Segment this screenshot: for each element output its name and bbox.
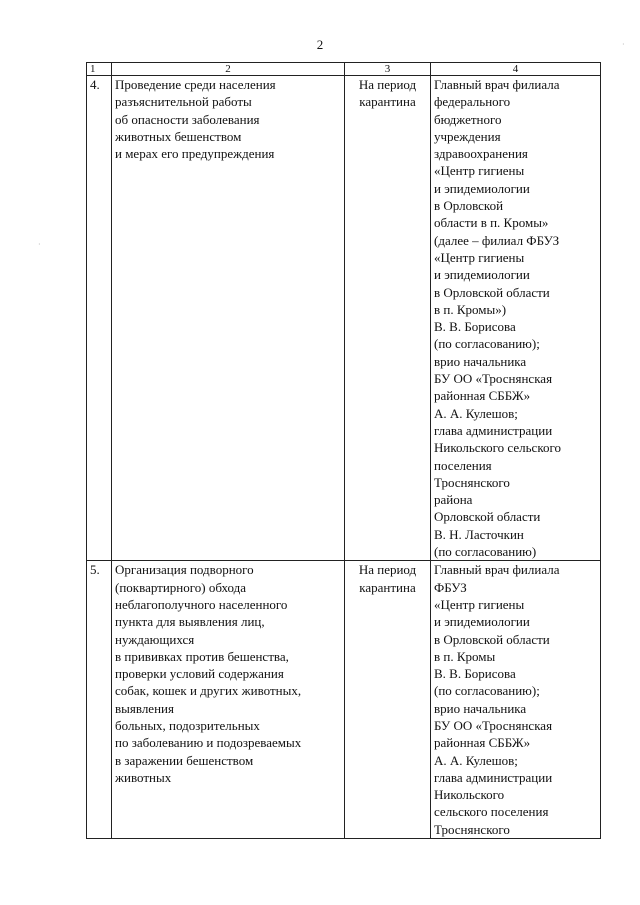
text-line: Троснянского: [434, 474, 510, 490]
text-line: БУ ОО «Троснянская: [434, 371, 553, 387]
measures-table: [86, 62, 601, 839]
text-line: и мерах его предупреждения: [115, 146, 275, 162]
period-cell: [345, 76, 431, 561]
text-line: района: [434, 492, 473, 508]
text-line: В. В. Борисова: [434, 666, 516, 682]
text-line: (по согласованию);: [434, 683, 540, 699]
text-line: (поквартирного) обхода: [115, 579, 246, 595]
text-line: ФБУЗ: [434, 579, 467, 595]
text-line: Никольского сельского: [434, 440, 561, 456]
scan-artifact: ·: [622, 40, 625, 49]
column-number-2: 2: [112, 63, 345, 76]
scan-artifact: ·: [38, 240, 41, 249]
column-number-3: 3: [345, 63, 431, 76]
text-line: На период: [358, 562, 417, 578]
text-line: Главный врач филиала: [434, 77, 560, 92]
page-number: 2: [316, 37, 324, 52]
text-line: и эпидемиологии: [434, 267, 530, 283]
text-line: пункта для выявления лиц,: [115, 614, 265, 630]
text-line: в Орловской области: [434, 284, 550, 300]
text-line: области в п. Кромы»: [434, 215, 549, 231]
text-line: и эпидемиологии: [434, 614, 530, 630]
text-line: животных: [115, 769, 172, 785]
text-line: сельского поселения: [434, 804, 549, 820]
text-line: неблагополучного населенного: [115, 596, 288, 612]
period-cell: [345, 561, 431, 839]
text-line: Никольского: [434, 787, 505, 803]
text-line: Главный врач филиала: [434, 562, 560, 578]
text-line: об опасности заболевания: [115, 111, 260, 127]
text-line: нуждающихся: [115, 631, 195, 647]
text-line: В. Н. Ласточкин: [434, 526, 524, 542]
activity-cell: [112, 561, 345, 839]
text-line: в Орловской области: [434, 631, 550, 647]
text-line: врио начальника: [434, 700, 527, 716]
text-line: в п. Кромы: [434, 648, 496, 664]
text-line: проверки условий содержания: [115, 666, 284, 682]
text-line: «Центр гигиены: [434, 163, 525, 179]
activity-cell: [112, 76, 345, 561]
text-line: животных бешенством: [115, 128, 242, 144]
responsible-cell: [431, 76, 601, 561]
text-line: Троснянского: [434, 821, 510, 837]
column-number-4: 4: [431, 63, 601, 76]
column-number-row: [87, 63, 601, 76]
text-line: Организация подворного: [115, 562, 254, 578]
text-line: учреждения: [434, 128, 501, 144]
text-line: разъяснительной работы: [115, 94, 252, 110]
text-line: На период: [358, 77, 417, 92]
text-line: «Центр гигиены: [434, 596, 525, 612]
text-line: в прививках против бешенства,: [115, 648, 289, 664]
text-line: выявления: [115, 700, 174, 716]
text-line: врио начальника: [434, 353, 527, 369]
text-line: поселения: [434, 457, 492, 473]
column-number-1: 1: [87, 63, 112, 76]
text-line: А. А. Кулешов;: [434, 752, 518, 768]
text-line: федерального: [434, 94, 511, 110]
text-line: БУ ОО «Троснянская: [434, 717, 553, 733]
text-line: районная СББЖ»: [434, 735, 531, 751]
text-line: Орловской области: [434, 509, 541, 525]
text-line: в заражении бешенством: [115, 752, 254, 768]
responsible-cell: [431, 561, 601, 839]
text-line: районная СББЖ»: [434, 388, 531, 404]
text-line: (по согласованию);: [434, 336, 540, 352]
text-line: больных, подозрительных: [115, 717, 260, 733]
text-line: по заболеванию и подозреваемых: [115, 735, 302, 751]
text-line: собак, кошек и других животных,: [115, 683, 302, 699]
text-line: «Центр гигиены: [434, 249, 525, 265]
row-number: 4.: [87, 76, 112, 561]
table-row: [87, 76, 601, 561]
text-line: глава администрации: [434, 769, 553, 785]
text-line: здравоохранения: [434, 146, 528, 162]
text-line: (по согласованию): [434, 544, 537, 560]
text-line: глава администрации: [434, 422, 553, 438]
text-line: в п. Кромы»): [434, 301, 507, 317]
text-line: карантина: [359, 94, 416, 110]
text-line: и эпидемиологии: [434, 180, 530, 196]
row-number: 5.: [87, 561, 112, 839]
text-line: (далее – филиал ФБУЗ: [434, 232, 560, 248]
table-row: [87, 561, 601, 839]
text-line: бюджетного: [434, 111, 502, 127]
text-line: карантина: [359, 579, 416, 595]
text-line: А. А. Кулешов;: [434, 405, 518, 421]
text-line: в Орловской: [434, 198, 504, 214]
text-line: Проведение среди населения: [115, 77, 276, 92]
text-line: В. В. Борисова: [434, 319, 516, 335]
